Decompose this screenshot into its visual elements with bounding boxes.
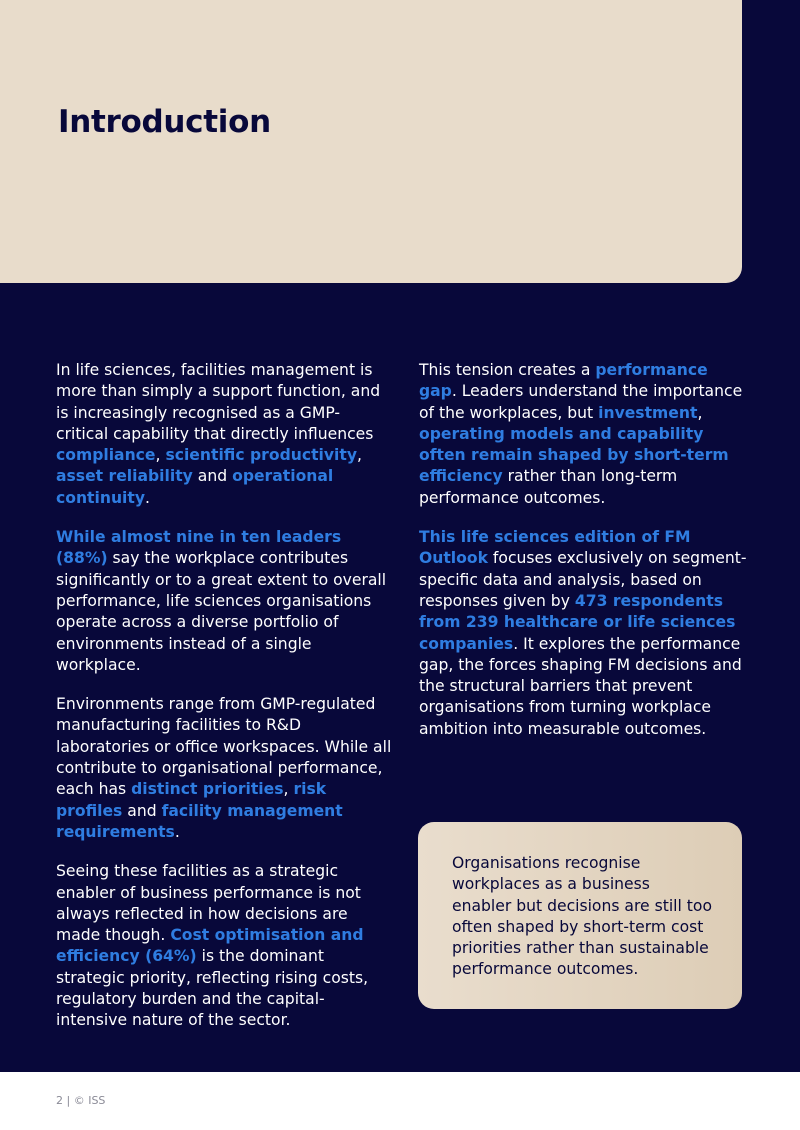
highlight: compliance	[56, 446, 156, 465]
highlight: 473 respondents from 239 healthcare or life sciences companies	[419, 591, 736, 653]
text: .	[174, 822, 180, 841]
highlight: risk profiles	[56, 780, 327, 820]
highlight: asset reliability	[56, 467, 193, 486]
text: say the workplace contributes significantly or to a great extent to overall performance, life sciences organisations operate across a diverse portfolio of environments instead of a single workplace.	[56, 549, 387, 674]
text: . It explores the performance gap, the forces shaping FM decisions and the structural barriers that prevent organisations from turning workplace ambition into measurable outcomes.	[419, 634, 742, 738]
text: .	[145, 488, 150, 507]
page-title: Introduction	[58, 104, 271, 140]
left-column	[56, 360, 392, 1050]
right-column	[419, 360, 747, 758]
highlight: performance gap	[419, 361, 708, 401]
text: ,	[357, 446, 362, 465]
highlight: facility management requirements	[56, 801, 343, 841]
highlight: scientific productivity	[165, 446, 358, 465]
text: This tension creates a	[419, 361, 596, 379]
paragraph	[56, 694, 392, 843]
text: and	[192, 467, 233, 486]
page-footer: 2 | © ISS	[56, 1094, 106, 1107]
text: is the dominant strategic priority, reflecting rising costs, regulatory burden and the capital-intensive nature of the sector.	[56, 947, 369, 1030]
paragraph	[56, 360, 392, 509]
highlight: investment	[598, 403, 698, 422]
highlight: While almost nine in ten leaders (88%)	[56, 528, 342, 568]
paragraph	[419, 527, 747, 740]
highlight: This life sciences edition of FM Outlook	[419, 528, 691, 568]
text: In life sciences, facilities management is more than simply a support function, and is increasingly recognised as a GMP-critical capability that directly influences	[56, 361, 381, 443]
hero-banner	[0, 0, 742, 283]
highlight: operating models and capability often remain shaped by short-term efficiency	[419, 424, 729, 486]
text: Environments range from GMP-regulated manufacturing facilities to R&D laboratories or office workspaces. While all contribute to organisational performance, each has	[56, 695, 392, 799]
paragraph	[419, 360, 747, 509]
text: focuses exclusively on segment-specific data and analysis, based on responses given by	[419, 549, 747, 610]
text: Seeing these facilities as a strategic enabler of business performance is not always reflected in how decisions are made though.	[56, 862, 361, 945]
highlight: distinct priorities	[131, 780, 284, 799]
callout-box	[418, 822, 742, 1009]
text: rather than long-term performance outcomes.	[419, 467, 678, 507]
callout-text: Organisations recognise workplaces as a business enabler but decisions are still too often shaped by short-term cost priorities rather than sustainable performance outcomes.	[452, 854, 712, 979]
text: ,	[697, 403, 703, 422]
paragraph	[56, 527, 392, 676]
text: and	[122, 801, 162, 820]
highlight: operational continuity	[56, 467, 334, 507]
text: . Leaders understand the importance of the workplaces, but	[419, 382, 743, 422]
text: ,	[283, 780, 294, 799]
text: ,	[155, 446, 166, 465]
paragraph	[56, 861, 392, 1031]
highlight: Cost optimisation and efficiency (64%)	[56, 926, 364, 966]
